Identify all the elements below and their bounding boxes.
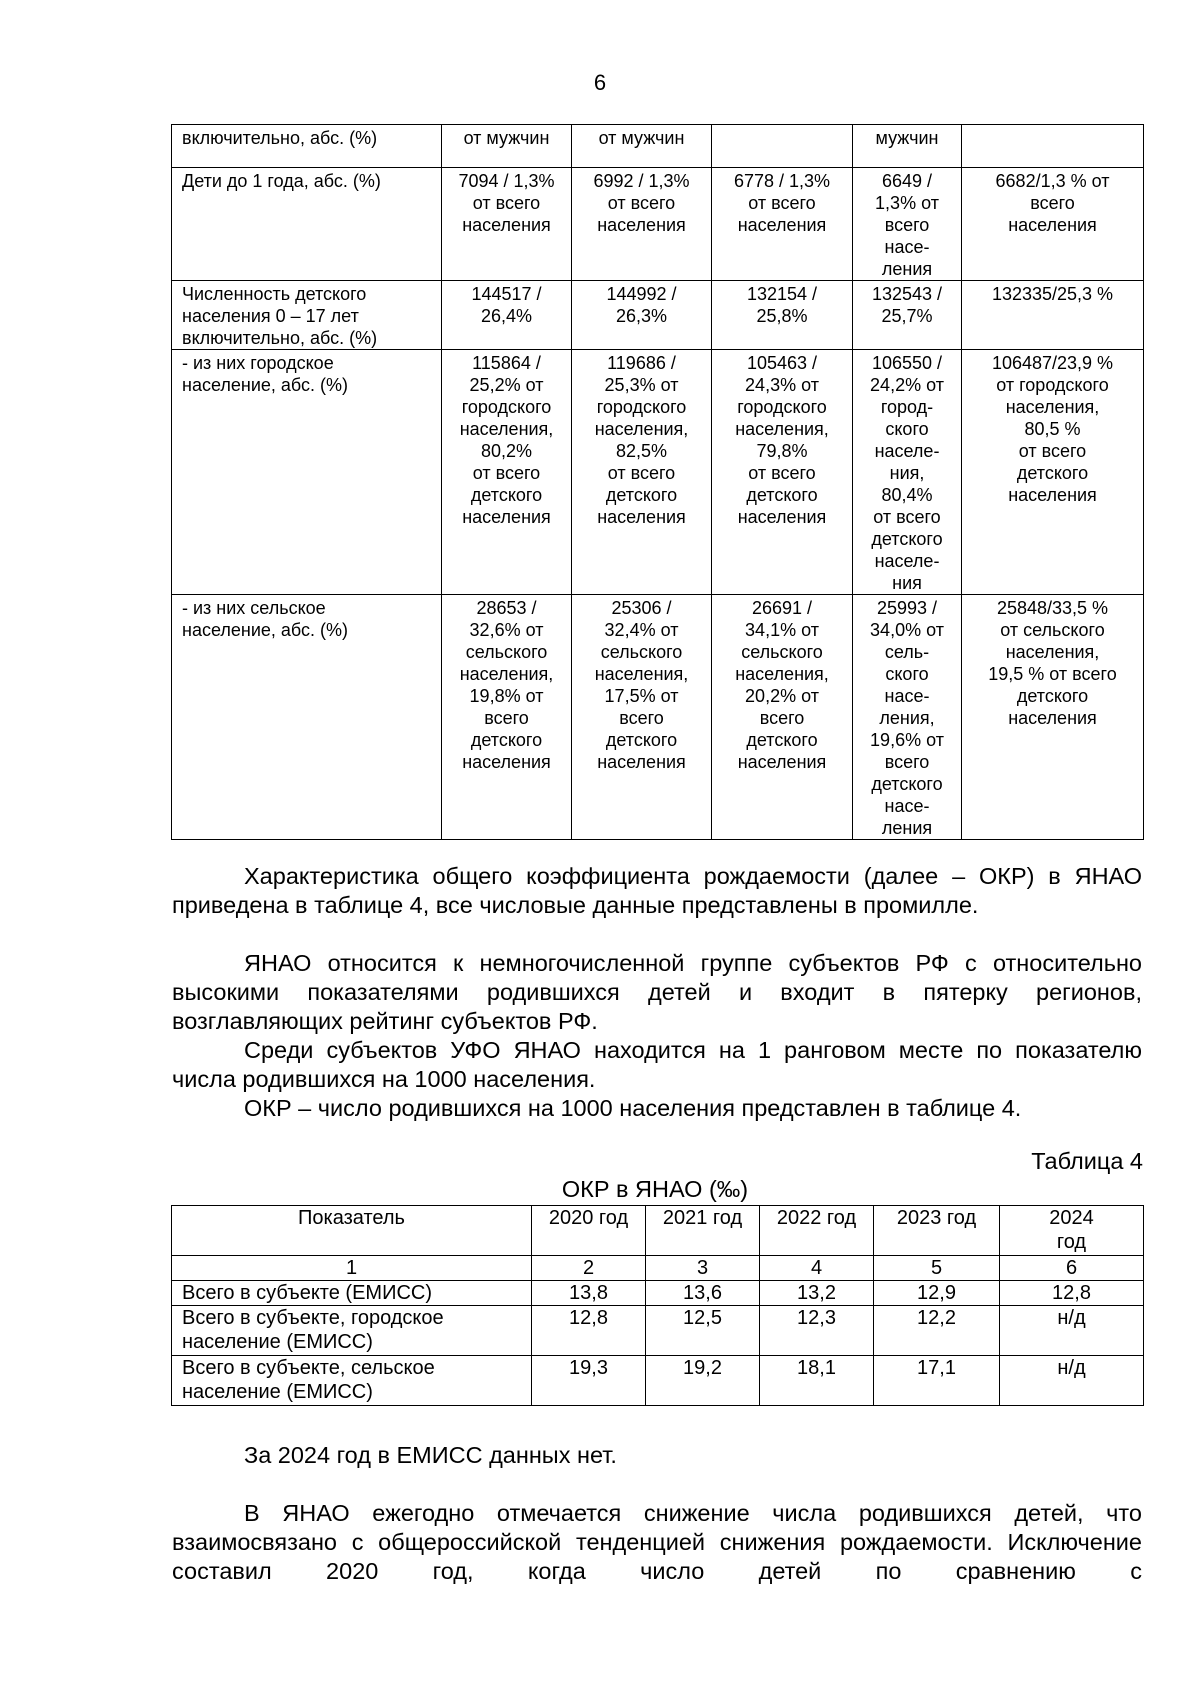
paragraph: Характеристика общего коэффициента рождаемости (далее – ОКР) в ЯНАО приведена в таблице 4, все числовые данные представлены в промилле. [172,863,1142,918]
table-cell: 6778 / 1,3% от всего населения [712,168,853,281]
table-cell: 144992 / 26,3% [572,281,712,350]
header-row [172,1206,1144,1256]
table-cell: 13,2 [760,1281,874,1306]
table-cell: 12,2 [874,1306,1000,1356]
table-cell: от мужчин [442,125,572,168]
table-cell: 19,2 [646,1356,760,1406]
table-cell: 132154 / 25,8% [712,281,853,350]
table-cell: 132543 / 25,7% [853,281,962,350]
table-cell: 25306 / 32,4% от сельского населения, 17,5% от всего детского населения [572,595,712,840]
table-cell: 119686 / 25,3% от городского населения, 82,5% от всего детского населения [572,350,712,595]
table-cell: н/д [1000,1306,1144,1356]
paragraph: В ЯНАО ежегодно отмечается снижение числа родившихся детей, что взаимосвязано с общероссийской тенденцией снижения рождаемости. Исключение составил 2020 год, когда число детей по сравнению с [172,1500,1142,1584]
table-cell: 106550 / 24,2% от город- ского населе- ния, 80,4% от всего детского населе- ния [853,350,962,595]
number-row [172,1256,1144,1281]
column-number: 6 [1000,1256,1144,1281]
table-cell: 13,6 [646,1281,760,1306]
column-number: 1 [172,1256,532,1281]
table-cell: 12,5 [646,1306,760,1356]
column-header: 2021 год [646,1206,760,1256]
table-cell: н/д [1000,1356,1144,1406]
row-label: Численность детского населения 0 – 17 лет включительно, абс. (%) [172,281,442,350]
row-label: Всего в субъекте, сельское население (ЕМИСС) [172,1356,532,1406]
row-label: Всего в субъекте (ЕМИСС) [172,1281,532,1306]
column-number: 4 [760,1256,874,1281]
children-population-table [171,124,1144,840]
column-header: Показатель [172,1206,532,1256]
column-header: 2024 год [1000,1206,1144,1256]
table-cell: 17,1 [874,1356,1000,1406]
table-cell: 12,8 [1000,1281,1144,1306]
table-cell: 12,9 [874,1281,1000,1306]
paragraph: За 2024 год в ЕМИСС данных нет. [244,1442,617,1468]
table-cell: 18,1 [760,1356,874,1406]
paragraph: ЯНАО относится к немногочисленной группе субъектов РФ с относительно высокими показателями родившихся детей и входит в пятерку регионов, возглавляющих рейтинг субъектов РФ. [172,950,1142,1034]
column-number: 2 [532,1256,646,1281]
table-row [172,281,1144,350]
column-header: 2023 год [874,1206,1000,1256]
table-cell: 105463 / 24,3% от городского населения, 79,8% от всего детского населения [712,350,853,595]
paragraph: Среди субъектов УФО ЯНАО находится на 1 ранговом месте по показателю числа родившихся на 1000 населения. [172,1037,1142,1092]
column-header: 2020 год [532,1206,646,1256]
table-cell: 6649 / 1,3% от всего насе- ления [853,168,962,281]
row-label: - из них сельское население, абс. (%) [172,595,442,840]
table-row [172,1356,1144,1406]
table-row [172,1306,1144,1356]
table-cell: 12,8 [532,1306,646,1356]
table-cell: 132335/25,3 % [962,281,1144,350]
table-row [172,168,1144,281]
table-cell: 26691 / 34,1% от сельского населения, 20,2% от всего детского населения [712,595,853,840]
table-cell: 115864 / 25,2% от городского населения, 80,2% от всего детского населения [442,350,572,595]
table-cell: 106487/23,9 % от городского населения, 80,5 % от всего детского населения [962,350,1144,595]
table-title: ОКР в ЯНАО (‰) [561,1176,749,1202]
column-number: 3 [646,1256,760,1281]
table-cell [712,125,853,168]
table-cell: 13,8 [532,1281,646,1306]
table-cell [962,125,1144,168]
table-cell: 6682/1,3 % от всего населения [962,168,1144,281]
table-cell: 28653 / 32,6% от сельского населения, 19,8% от всего детского населения [442,595,572,840]
row-label: Всего в субъекте, городское население (ЕМИСС) [172,1306,532,1356]
page-number: 6 [593,70,607,95]
column-header: 2022 год [760,1206,874,1256]
table-cell: 25848/33,5 % от сельского населения, 19,5 % от всего детского населения [962,595,1144,840]
table-cell: от мужчин [572,125,712,168]
table-cell: 7094 / 1,3% от всего населения [442,168,572,281]
row-label: Дети до 1 года, абс. (%) [172,168,442,281]
table-row [172,1281,1144,1306]
table-cell: мужчин [853,125,962,168]
table-cell: 6992 / 1,3% от всего населения [572,168,712,281]
table-caption: Таблица 4 [1031,1148,1143,1174]
table-cell: 144517 / 26,4% [442,281,572,350]
column-number: 5 [874,1256,1000,1281]
table-row [172,350,1144,595]
table-row [172,595,1144,840]
birth-rate-table [171,1205,1144,1406]
table-row [172,125,1144,168]
row-label: включительно, абс. (%) [172,125,442,168]
table-cell: 12,3 [760,1306,874,1356]
row-label: - из них городское население, абс. (%) [172,350,442,595]
table-cell: 19,3 [532,1356,646,1406]
table-cell: 25993 / 34,0% от сель- ского насе- ления, 19,6% от всего детского насе- ления [853,595,962,840]
paragraph: ОКР – число родившихся на 1000 населения представлен в таблице 4. [244,1095,1022,1121]
